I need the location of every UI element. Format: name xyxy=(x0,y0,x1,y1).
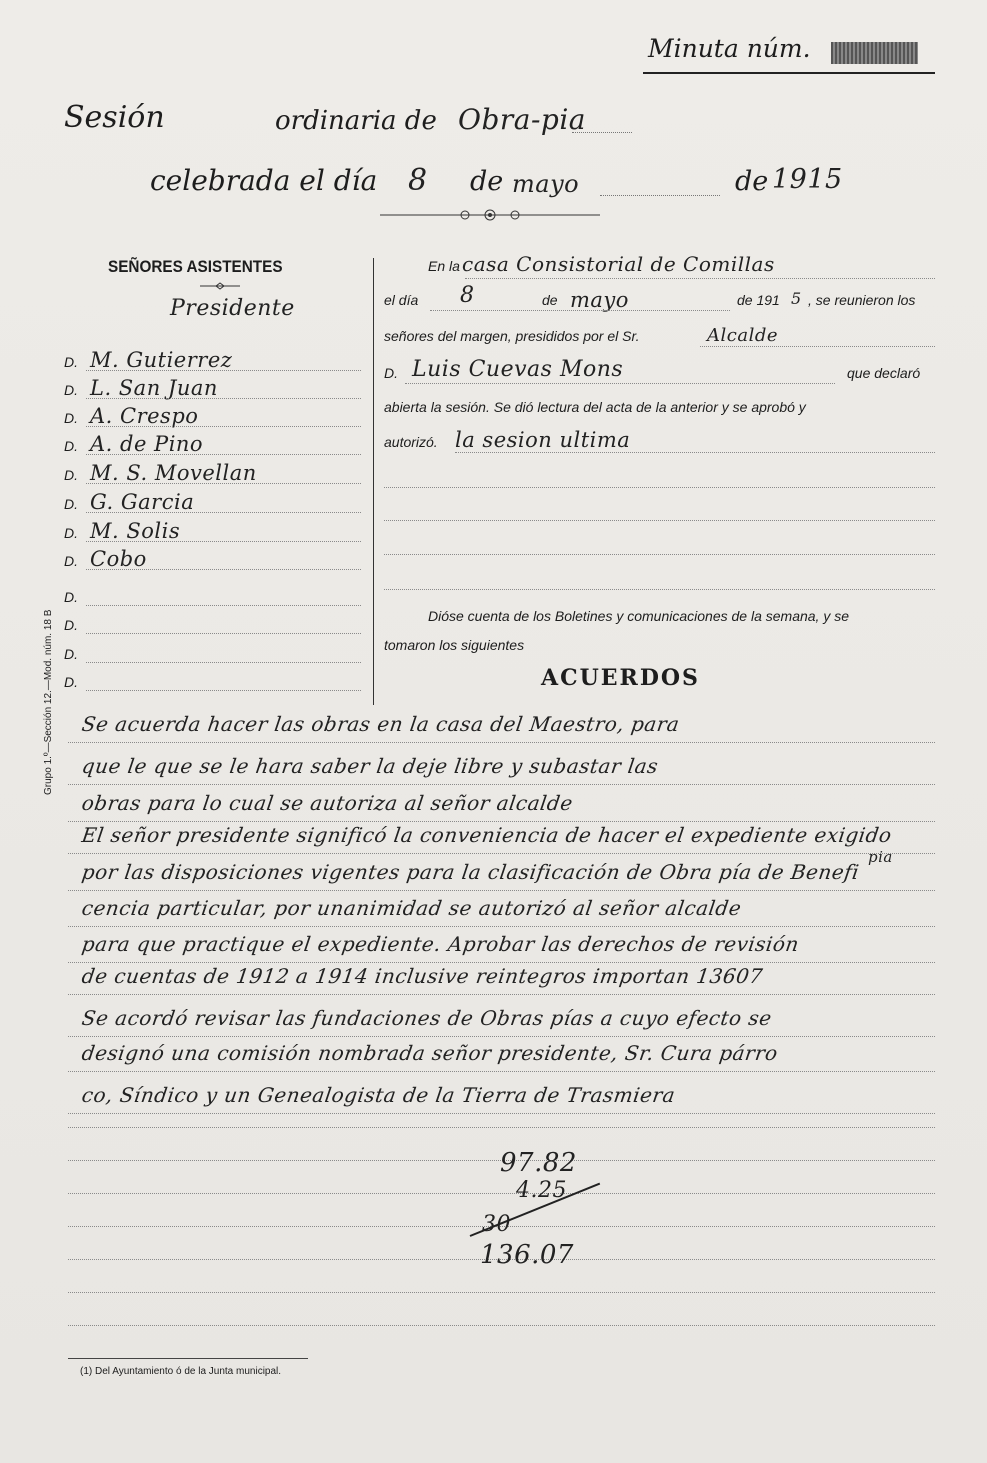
attendee-name: M. Gutierrez xyxy=(90,348,233,372)
line3-label: señores del margen, presididos por el Sr. xyxy=(384,328,640,344)
meeting-day: 8 xyxy=(460,283,475,308)
acuerdo-line: obras para lo cual se autoriza al señor alcalde xyxy=(80,791,575,815)
dotted-line xyxy=(86,454,361,455)
acuerdo-line: designó una comisión nombrada señor presidente, Sr. Cura párro xyxy=(80,1041,780,1065)
attendee-row xyxy=(64,547,147,571)
sum-line-2: 4.25 xyxy=(516,1178,567,1203)
attendee-prefix: D. xyxy=(64,525,78,541)
dotted-line xyxy=(384,487,935,488)
acuerdo-line: El señor presidente significó la conveniencia de hacer el expediente exigido xyxy=(80,823,894,847)
attendee-prefix: D. xyxy=(64,382,78,398)
de-year-label: de 191 xyxy=(737,292,780,308)
footnote: (1) Del Ayuntamiento ó de la Junta municipal. xyxy=(80,1366,282,1377)
attendee-prefix: D. xyxy=(64,646,78,662)
de-label: de xyxy=(542,292,558,308)
attendee-prefix: D. xyxy=(64,354,78,370)
acuerdo-line: Se acuerda hacer las obras en la casa del Maestro, para xyxy=(80,712,682,736)
attendee-name: M. S. Movellan xyxy=(90,461,257,485)
attendee-name: Cobo xyxy=(90,547,147,571)
session-type: ordinaria de xyxy=(275,106,437,136)
attendee-row xyxy=(64,404,198,428)
dotted-line xyxy=(68,1036,935,1037)
dotted-line xyxy=(600,195,720,196)
attendee-row xyxy=(64,583,90,607)
reunieron-label: , se reunieron los xyxy=(808,292,916,308)
column-divider xyxy=(373,258,374,705)
president-name: Luis Cuevas Mons xyxy=(412,357,624,382)
dotted-line xyxy=(430,310,730,311)
line5-text: abierta la sesión. Se dió lectura del acta de la anterior y se aprobó y xyxy=(384,399,806,415)
attendee-prefix: D. xyxy=(64,617,78,633)
dotted-line xyxy=(68,1325,935,1326)
acuerdo-line: para que practique el expediente. Aprobar las derechos de revisión xyxy=(80,932,801,956)
attendee-row xyxy=(64,348,232,372)
attendee-name: A. de Pino xyxy=(90,432,204,456)
acuerdo-line: de cuentas de 1912 a 1914 inclusive reintegros importan 13607 xyxy=(80,964,765,988)
attendee-row xyxy=(64,668,90,692)
dotted-line xyxy=(86,662,361,663)
d-prefix: D. xyxy=(384,365,398,381)
sum-line-3: 30 xyxy=(482,1212,511,1237)
attendee-prefix: D. xyxy=(64,496,78,512)
dotted-line xyxy=(68,1113,935,1114)
dotted-line xyxy=(68,962,935,963)
de-label-1: de xyxy=(470,166,504,197)
dotted-line xyxy=(572,132,632,133)
dotted-line xyxy=(68,926,935,927)
attendee-prefix: D. xyxy=(64,410,78,426)
autorizo-label: autorizó. xyxy=(384,434,438,450)
attendee-name: A. Crespo xyxy=(90,404,199,428)
attendee-prefix: D. xyxy=(64,553,78,569)
dotted-line xyxy=(465,278,935,279)
meeting-month: mayo xyxy=(570,288,629,312)
dotted-line xyxy=(384,554,935,555)
dotted-line xyxy=(68,994,935,995)
ornament-divider xyxy=(380,208,600,222)
acuerdo-line: cencia particular, por unanimidad se autorizó al señor alcalde xyxy=(80,896,743,920)
attendee-row xyxy=(64,376,218,400)
attendee-row xyxy=(64,490,194,514)
minuta-number-redacted xyxy=(831,42,918,64)
dotted-line xyxy=(86,690,361,691)
de-label-2: de xyxy=(735,166,769,197)
session-year: 1915 xyxy=(772,164,843,195)
dotted-line xyxy=(86,512,361,513)
dotted-line xyxy=(68,853,935,854)
footnote-rule xyxy=(68,1358,308,1359)
acuerdos-pia-insert: pia xyxy=(868,848,893,866)
dotted-line xyxy=(86,633,361,634)
alcalde-hand: Alcalde xyxy=(707,325,778,346)
acuerdos-title: ACUERDOS xyxy=(541,665,700,691)
attendee-name: L. San Juan xyxy=(90,376,218,400)
minuta-label: Minuta núm. xyxy=(648,34,811,63)
dotted-line xyxy=(384,589,935,590)
en-la-label: En la xyxy=(428,258,460,274)
meeting-year: 5 xyxy=(791,289,802,308)
dotted-line xyxy=(384,520,935,521)
dotted-line xyxy=(68,784,935,785)
attendee-name: G. Garcia xyxy=(90,490,195,514)
declaro-label: que declaró xyxy=(847,365,921,381)
attendee-row xyxy=(64,640,90,664)
dotted-line xyxy=(68,821,935,822)
autorizo-hand: la sesion ultima xyxy=(455,428,631,452)
dotted-line xyxy=(68,1292,935,1293)
attendee-prefix: D. xyxy=(64,467,78,483)
attendee-prefix: D. xyxy=(64,589,78,605)
dotted-line xyxy=(86,605,361,606)
attendee-row xyxy=(64,432,203,456)
dotted-line xyxy=(86,569,361,570)
attendees-title: SEÑORES ASISTENTES xyxy=(108,257,283,276)
dotted-line xyxy=(700,346,935,347)
dotted-line xyxy=(68,890,935,891)
diose-text: Dióse cuenta de los Boletines y comunicaciones de la semana, y se xyxy=(428,608,850,624)
attendee-row xyxy=(64,461,257,485)
form-side-label: Grupo 1.º—Sección 12.—Mod. núm. 18 B xyxy=(43,609,54,795)
attendee-prefix: D. xyxy=(64,438,78,454)
dotted-line xyxy=(68,1127,935,1128)
acuerdo-line: que le que se le hara saber la deje libre y subastar las xyxy=(80,754,660,778)
role-presidente: Presidente xyxy=(170,296,295,321)
dotted-line xyxy=(68,742,935,743)
session-word: Sesión xyxy=(64,100,165,135)
session-type-hand: Obra-pia xyxy=(458,103,586,136)
attendee-name: M. Solis xyxy=(90,519,181,543)
meeting-place: casa Consistorial de Comillas xyxy=(462,252,775,276)
dotted-line xyxy=(405,383,835,384)
acuerdo-line: Se acordó revisar las fundaciones de Obras pías a cuyo efecto se xyxy=(80,1006,774,1030)
dotted-line xyxy=(68,1071,935,1072)
dotted-line xyxy=(86,426,361,427)
small-ornament xyxy=(200,282,240,290)
el-dia-label: el día xyxy=(384,292,419,308)
attendee-row xyxy=(64,611,90,635)
dotted-line xyxy=(86,483,361,484)
tomaron-text: tomaron los siguientes xyxy=(384,637,525,653)
dotted-line xyxy=(86,541,361,542)
sum-total: 136.07 xyxy=(480,1240,574,1270)
dotted-line xyxy=(68,1193,935,1194)
attendee-prefix: D. xyxy=(64,674,78,690)
minuta-underline xyxy=(643,72,935,74)
dotted-line xyxy=(86,370,361,371)
attendee-row xyxy=(64,519,180,543)
acuerdo-line: por las disposiciones vigentes para la clasificación de Obra pía de Benefi xyxy=(80,860,861,884)
session-day: 8 xyxy=(408,163,428,198)
celebrada-label: celebrada el día xyxy=(150,164,378,197)
dotted-line xyxy=(86,398,361,399)
sum-line-1: 97.82 xyxy=(500,1148,577,1178)
dotted-line xyxy=(455,452,935,453)
session-month: mayo xyxy=(512,170,580,198)
acuerdo-line: co, Síndico y un Genealogista de la Tierra de Trasmiera xyxy=(80,1083,677,1107)
